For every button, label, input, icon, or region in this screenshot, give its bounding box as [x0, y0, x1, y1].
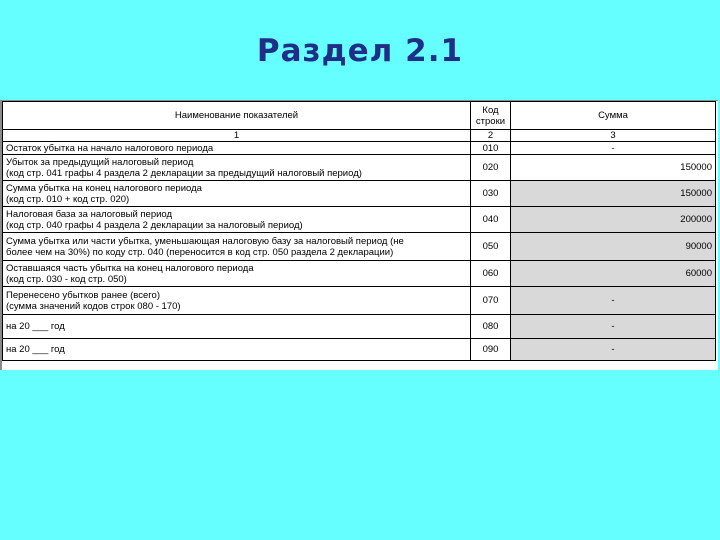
row-name-line: на 20 ___ год	[6, 321, 65, 332]
numbering-name: 1	[3, 130, 471, 142]
row-name	[3, 339, 471, 361]
numbering-row	[3, 130, 716, 142]
row-sum: 150000	[511, 155, 716, 181]
row-code: 090	[471, 339, 511, 361]
table-row	[3, 233, 716, 261]
table-row	[3, 261, 716, 287]
row-sum: -	[511, 287, 716, 315]
row-sum: -	[511, 315, 716, 339]
row-code: 050	[471, 233, 511, 261]
row-code: 060	[471, 261, 511, 287]
row-name-line: Сумма убытка или части убытка, уменьшающая налоговую базу за налоговый период (не	[6, 235, 404, 247]
header-code-line1: Код	[482, 104, 499, 116]
table-row	[3, 315, 716, 339]
row-sum: 150000	[511, 181, 716, 207]
header-sum: Сумма	[511, 102, 716, 130]
header-code	[471, 102, 511, 130]
table-row	[3, 207, 716, 233]
header-name: Наименование показателей	[3, 102, 471, 130]
row-name	[3, 287, 471, 315]
table-header-row	[3, 102, 716, 130]
row-name-line: (код стр. 030 - код стр. 050)	[6, 273, 127, 285]
row-name-line: Сумма убытка на конец налогового периода	[6, 182, 202, 194]
row-name-line: Перенесено убытков ранее (всего)	[6, 289, 160, 301]
row-sum: 60000	[511, 261, 716, 287]
row-name-line: (код стр. 040 графы 4 раздела 2 декларации за налоговый период)	[6, 219, 303, 231]
row-name	[3, 181, 471, 207]
row-sum: 200000	[511, 207, 716, 233]
numbering-sum: 3	[511, 130, 716, 142]
row-name	[3, 233, 471, 261]
loss-table-sheet	[0, 100, 718, 370]
table-row	[3, 287, 716, 315]
row-name-line: более чем на 30%) по коду стр. 040 (переносится в код стр. 050 раздела 2 декларации)	[6, 246, 394, 258]
table-row	[3, 155, 716, 181]
table-row	[3, 142, 716, 155]
row-name	[3, 207, 471, 233]
row-name	[3, 261, 471, 287]
row-code: 040	[471, 207, 511, 233]
row-code: 030	[471, 181, 511, 207]
row-name-line: Налоговая база за налоговый период	[6, 208, 173, 220]
row-name-line: (код стр. 010 + код стр. 020)	[6, 193, 130, 205]
table-row	[3, 181, 716, 207]
row-name-line: (код стр. 041 графы 4 раздела 2 декларации за предыдущий налоговый период)	[6, 167, 362, 179]
row-sum: -	[511, 339, 716, 361]
row-code: 010	[471, 142, 511, 155]
row-name-line: Убыток за предыдущий налоговый период	[6, 156, 194, 168]
row-name-line: Оставшаяся часть убытка на конец налогового периода	[6, 262, 254, 274]
loss-table	[2, 101, 716, 361]
row-code: 080	[471, 315, 511, 339]
table-row	[3, 339, 716, 361]
row-name	[3, 155, 471, 181]
row-name-line: на 20 ___ год	[6, 344, 65, 355]
row-sum: 90000	[511, 233, 716, 261]
row-code: 020	[471, 155, 511, 181]
row-sum: -	[511, 142, 716, 155]
row-name	[3, 142, 471, 155]
row-name-line: Остаток убытка на начало налогового периода	[6, 142, 214, 154]
row-name	[3, 315, 471, 339]
page-title: Раздел 2.1	[256, 33, 464, 69]
header-code-line2: строки	[475, 115, 506, 127]
row-name-line: (сумма значений кодов строк 080 - 170)	[6, 300, 181, 312]
numbering-code: 2	[471, 130, 511, 142]
row-code: 070	[471, 287, 511, 315]
